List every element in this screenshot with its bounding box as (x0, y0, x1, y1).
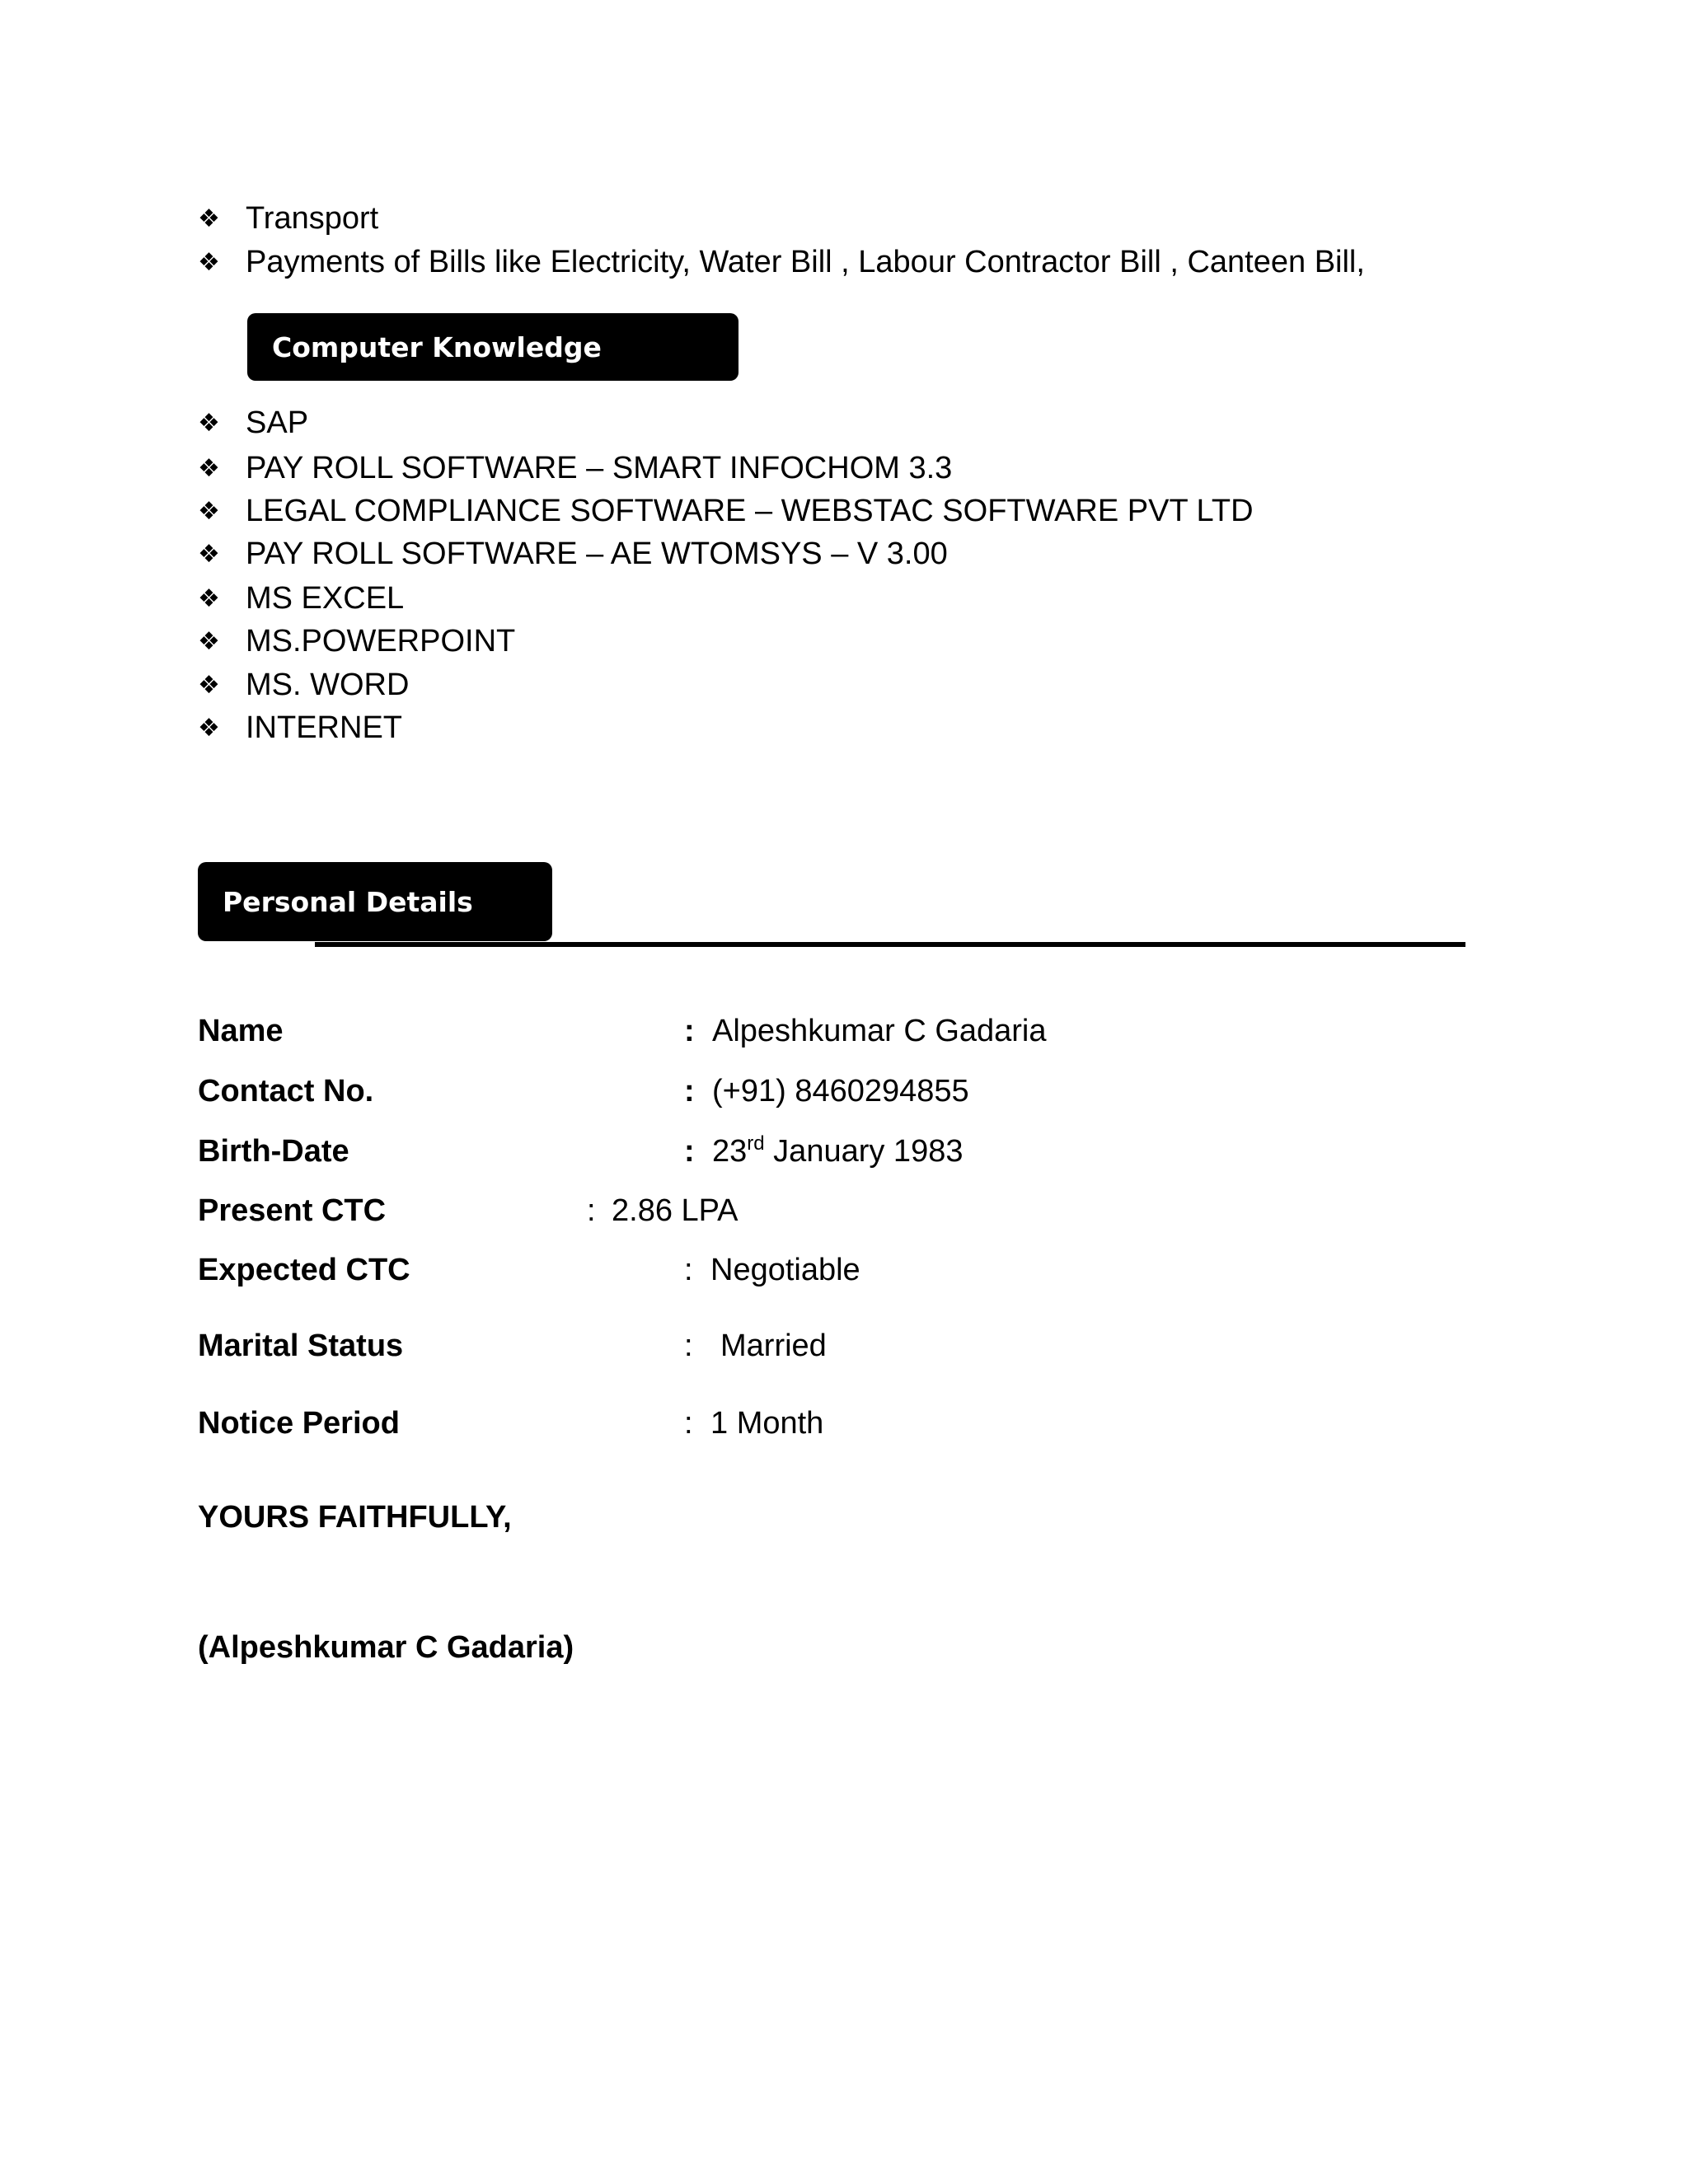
marital-status-value: Married (720, 1329, 827, 1363)
birth-month-year: January 1983 (764, 1134, 964, 1169)
list-item (198, 448, 952, 489)
diamond-bullet-icon: ❖ (198, 247, 220, 277)
marital-status-label: Marital Status (198, 1329, 404, 1363)
personal-details-heading (198, 862, 552, 941)
present-ctc-label: Present CTC (198, 1193, 387, 1228)
expected-ctc-colon: : (684, 1253, 693, 1287)
closing-salutation: YOURS FAITHFULLY, (198, 1500, 512, 1535)
birth-date-label: Birth-Date (198, 1134, 349, 1169)
name-value: Alpeshkumar C Gadaria (712, 1014, 1047, 1048)
list-item (198, 198, 378, 239)
list-item-text: PAY ROLL SOFTWARE – SMART INFOCHOM 3.3 (246, 450, 953, 485)
diamond-bullet-icon: ❖ (198, 626, 220, 656)
diamond-bullet-icon: ❖ (198, 539, 220, 569)
computer-knowledge-heading (247, 313, 738, 381)
diamond-bullet-icon: ❖ (198, 583, 220, 613)
name-label: Name (198, 1014, 284, 1048)
notice-period-colon: : (684, 1406, 693, 1441)
list-item (198, 707, 402, 748)
birth-date-colon: : (684, 1134, 695, 1169)
diamond-bullet-icon: ❖ (198, 496, 220, 526)
list-item (198, 241, 1365, 283)
list-item-text: MS EXCEL (246, 580, 405, 616)
birth-date-value (712, 1134, 963, 1169)
diamond-bullet-icon: ❖ (198, 204, 220, 233)
expected-ctc-label: Expected CTC (198, 1253, 410, 1287)
notice-period-label: Notice Period (198, 1406, 400, 1441)
present-ctc-colon: : (587, 1193, 596, 1228)
list-item-text: Payments of Bills like Electricity, Water Bill , Labour Contractor Bill , Canteen Bill, (246, 244, 1365, 279)
birth-day: 23 (712, 1134, 748, 1169)
section-divider (315, 942, 1465, 947)
list-item (198, 664, 409, 705)
list-item-text: SAP (246, 405, 309, 440)
contact-label: Contact No. (198, 1074, 374, 1108)
list-item (198, 490, 1254, 532)
diamond-bullet-icon: ❖ (198, 670, 220, 700)
list-item-text: Transport (246, 200, 379, 236)
signature-name: (Alpeshkumar C Gadaria) (198, 1630, 574, 1665)
list-item (198, 621, 515, 662)
name-colon: : (684, 1014, 695, 1048)
list-item-text: MS.POWERPOINT (246, 623, 516, 658)
notice-period-value: 1 Month (710, 1406, 824, 1441)
list-item (198, 578, 404, 619)
section-heading-text: Computer Knowledge (272, 330, 602, 363)
diamond-bullet-icon: ❖ (198, 713, 220, 743)
contact-value: (+91) 8460294855 (712, 1074, 969, 1108)
contact-colon: : (684, 1074, 695, 1108)
marital-status-colon: : (684, 1329, 693, 1363)
list-item (198, 533, 948, 574)
list-item-text: MS. WORD (246, 667, 410, 702)
list-item-text: INTERNET (246, 710, 402, 745)
ordinal-suffix: rd (747, 1132, 765, 1155)
list-item-text: LEGAL COMPLIANCE SOFTWARE – WEBSTAC SOFTWARE PVT LTD (246, 493, 1254, 528)
diamond-bullet-icon: ❖ (198, 408, 220, 438)
list-item (198, 402, 308, 443)
list-item-text: PAY ROLL SOFTWARE – AE WTOMSYS – V 3.00 (246, 536, 948, 571)
section-heading-text: Personal Details (223, 885, 473, 918)
present-ctc-value: 2.86 LPA (612, 1193, 738, 1228)
diamond-bullet-icon: ❖ (198, 453, 220, 483)
expected-ctc-value: Negotiable (710, 1253, 860, 1287)
